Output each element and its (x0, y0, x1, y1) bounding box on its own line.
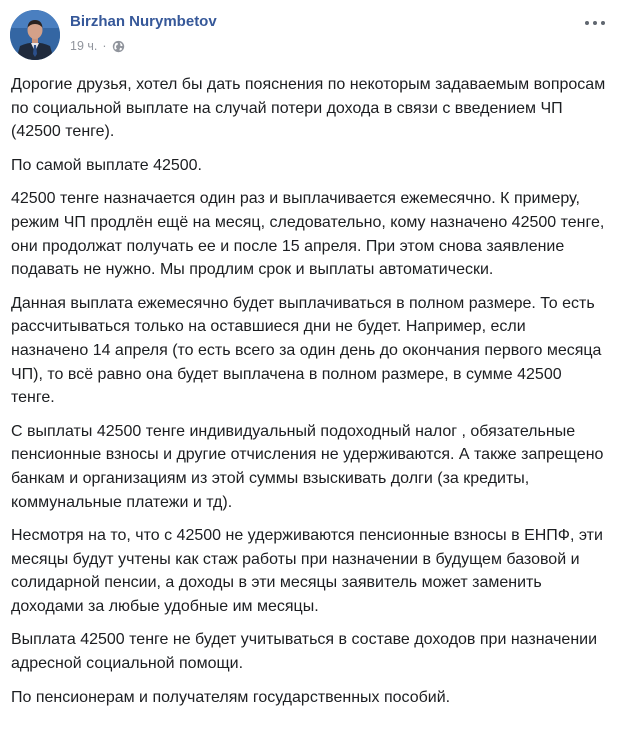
post-paragraph: Несмотря на то, что с 42500 не удерживаются пенсионные взносы в ЕНПФ, эти месяцы будут учтены как стаж работы при назначении в будущем базовой и солидарной пенсии, а доходы в эти месяцы заявитель может заменить доходами за любые удобные им месяцы. (11, 527, 603, 615)
post-paragraph: 42500 тенге назначается один раз и выплачивается ежемесячно. К примеру, режим ЧП продлён ещё на месяц, следовательно, кому назначено 42500 тенге, они продолжат получать ее и после 15 апреля. При этом снова заявление подавать не нужно. Мы продлим срок и выплаты автоматически. (11, 190, 605, 279)
post-paragraph: По самой выплате 42500. (11, 156, 202, 174)
post-paragraph: По пенсионерам и получателям государственных пособий. (11, 688, 451, 706)
post-paragraph: С выплаты 42500 тенге индивидуальный подоходный налог , обязательные пенсионные взносы и другие отчисления не удерживаются. А также запрещено банкам и организациям из этой суммы взыскивать долги (за кредиты, коммунальные платежи и тд). (11, 422, 604, 511)
post-paragraph: Выплата 42500 тенге не будет учитываться в составе доходов при назначении адресной социальной помощи. (11, 631, 598, 673)
post-header (10, 10, 607, 60)
avatar[interactable] (10, 10, 60, 60)
author-name-link[interactable]: Birzhan Nurymbetov (70, 13, 217, 30)
more-dot (601, 21, 605, 25)
globe-icon[interactable] (112, 40, 125, 53)
post-body (11, 73, 607, 719)
more-dot (585, 21, 589, 25)
more-options-icon[interactable] (585, 16, 605, 30)
post-timestamp-link[interactable]: 19 ч. (70, 39, 98, 53)
post-paragraph: Дорогие друзья, хотел бы дать пояснения по некоторым задаваемым вопросам по социальной выплате на случай потери дохода в связи с введением ЧП (42500 тенге). (11, 76, 606, 141)
post-meta (70, 39, 125, 53)
meta-separator: · (102, 39, 107, 53)
post-paragraph: Данная выплата ежемесячно будет выплачиваться в полном размере. То есть рассчитываться только на оставшиеся дни не будет. Например, если назначено 14 апреля (то есть всего за один день до окончания первого месяца ЧП), то всё равно она будет выплачена в полном размере, в сумме 42500 тенге. (11, 294, 602, 407)
more-dot (593, 21, 597, 25)
